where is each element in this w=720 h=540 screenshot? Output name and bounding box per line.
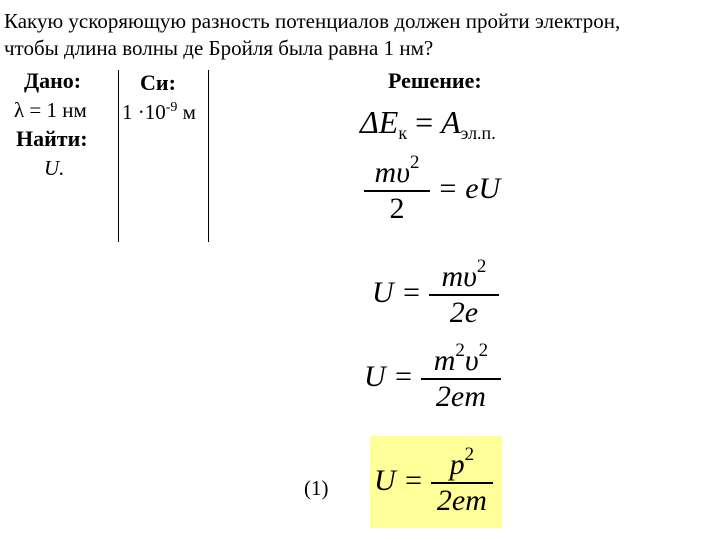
eq1-equals: =: [415, 104, 434, 140]
si-exponent: -9: [165, 100, 178, 115]
find-value: U.: [44, 156, 65, 180]
solution-label: Решение:: [388, 68, 482, 93]
eq2-denominator: 2: [389, 192, 405, 225]
given-label: Дано:: [24, 68, 82, 93]
equation-u-final: [374, 444, 493, 518]
divider-given-si: [118, 70, 119, 242]
eq5-lhs: U =: [374, 464, 424, 497]
eq4-num-v-sup: 2: [478, 340, 489, 361]
given-value: λ = 1 нм: [14, 98, 87, 122]
equation-kinetic: [364, 152, 500, 226]
si-mantissa: 1 ·10: [122, 100, 166, 124]
eq2-fraction: [364, 152, 430, 226]
eq2-rhs: = eU: [437, 172, 501, 205]
eq2-numerator: mυ: [374, 156, 410, 189]
equation-u1: [372, 256, 499, 330]
equation-energy: [360, 104, 496, 144]
si-unit: м: [182, 100, 196, 124]
eq1-a: A: [441, 104, 461, 140]
find-label: Найти:: [16, 126, 88, 151]
equation-number: (1): [304, 476, 329, 500]
eq3-denominator: 2e: [449, 296, 479, 329]
eq3-fraction: [429, 256, 499, 330]
eq4-num-m: m: [433, 344, 456, 377]
eq5-fraction: [431, 444, 493, 518]
eq1-sub-a: эл.п.: [460, 123, 496, 143]
eq4-num-v: υ: [464, 344, 479, 377]
eq5-num-sup: 2: [464, 444, 475, 465]
eq3-lhs: U =: [372, 276, 422, 309]
eq4-denominator: 2em: [435, 380, 486, 413]
equation-u2: [364, 340, 501, 414]
eq3-num-sup: 2: [476, 256, 487, 277]
eq4-fraction: [421, 340, 501, 414]
problem-statement: [4, 8, 620, 62]
eq1-delta-e: ΔE: [360, 104, 399, 140]
eq4-num-m-sup: 2: [455, 340, 465, 361]
eq5-denominator: 2em: [436, 484, 487, 517]
si-value: [122, 100, 196, 125]
eq3-numerator: mυ: [441, 260, 477, 293]
si-label: Си:: [140, 70, 176, 95]
eq2-num-sup: 2: [409, 152, 420, 173]
problem-line-1: Какую ускоряющую разность потенциалов должен пройти электрон,: [4, 9, 621, 33]
divider-si-solution: [208, 70, 209, 242]
eq1-sub-k: к: [398, 123, 408, 143]
eq5-numerator: p: [449, 448, 465, 481]
problem-line-2: чтобы длина волны де Бройля была равна 1 нм?: [4, 36, 434, 60]
eq4-lhs: U =: [364, 360, 414, 393]
